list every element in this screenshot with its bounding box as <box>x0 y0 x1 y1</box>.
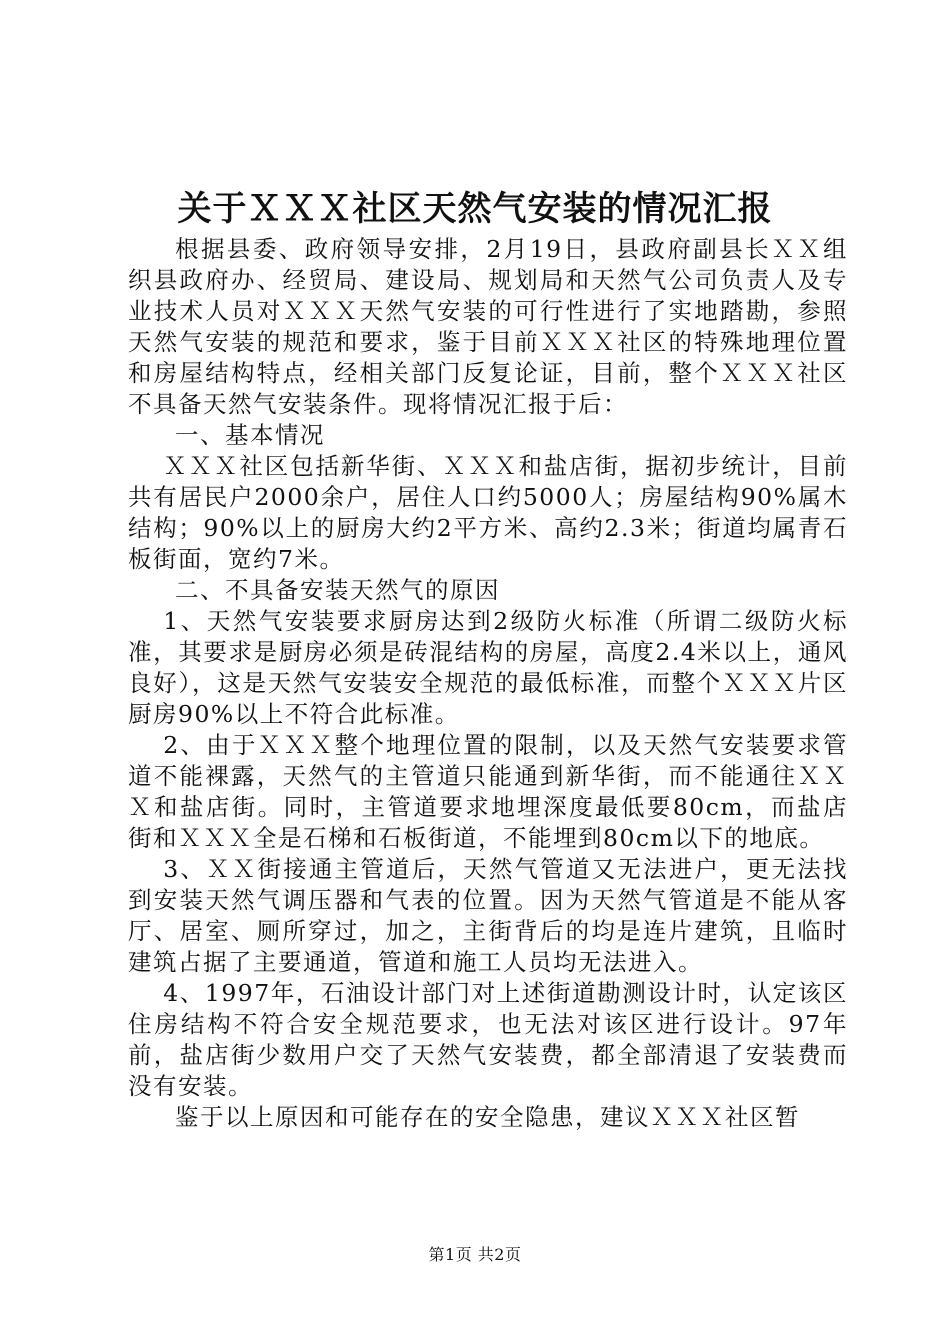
section-heading-reasons: 二、不具备安装天然气的原因 <box>175 576 500 604</box>
paragraph-intro: 根据县委、政府领导安排，2月19日，县政府副县长ＸＸ组织县政府办、经贸局、建设局、规划局和天然气公司负责人及专业技术人员对ＸＸＸ天然气安装的可行性进行了实地踏勘，参照天然气安装的规范和要求，鉴于目前ＸＸＸ社区的特殊地理位置和房屋结构特点，经相关部门反复论证，目前，整个ＸＸＸ社区不具备天然气安装条件。现将情况汇报于后： <box>128 235 848 418</box>
section-heading-basic: 一、基本情况 <box>175 421 325 449</box>
document-title: 关于ＸＸＸ社区天然气安装的情况汇报 <box>177 189 773 229</box>
paragraph-conclusion: 鉴于以上原因和可能存在的安全隐患，建议ＸＸＸ社区暂 <box>175 1103 800 1131</box>
paragraph-reason-1: 1、天然气安装要求厨房达到2级防火标准（所谓二级防火标准，其要求是厨房必须是砖混结构的房屋，高度2.4米以上，通风良好），这是天然气安装安全规范的最低标准，而整个ＸＸＸ片区厨房90%以上不符合此标准。 <box>128 607 848 728</box>
paragraph-reason-3: 3、ＸＸ街接通主管道后，天然气管道又无法进户，更无法找到安装天然气调压器和气表的位置。因为天然气管道是不能从客厅、居室、厕所穿过，加之，主街背后的均是连片建筑，且临时建筑占据了主要通道，管道和施工人员均无法进入。 <box>128 855 848 976</box>
page-footer: 第1页 共2页 <box>428 1245 522 1264</box>
paragraph-basic-info: ＸＸＸ社区包括新华街、ＸＸＸ和盐店街，据初步统计，目前共有居民户2000余户，居住人口约5000人；房屋结构90%属木结构；90%以上的厨房大约2平方米、高约2.3米；街道均属青石板街面，宽约7米。 <box>128 452 848 573</box>
paragraph-reason-4: 4、1997年，石油设计部门对上述街道勘测设计时，认定该区住房结构不符合安全规范要求，也无法对该区进行设计。97年前，盐店街少数用户交了天然气安装费，都全部清退了安装费而没有安装。 <box>128 979 848 1100</box>
document-body <box>128 234 848 1133</box>
paragraph-reason-2: 2、由于ＸＸＸ整个地理位置的限制，以及天然气安装要求管道不能裸露，天然气的主管道只能通到新华街，而不能通往ＸＸＸ和盐店街。同时，主管道要求地埋深度最低要80cm，而盐店街和ＸＸＸ全是石梯和石板街道，不能埋到80cm以下的地底。 <box>128 731 848 852</box>
